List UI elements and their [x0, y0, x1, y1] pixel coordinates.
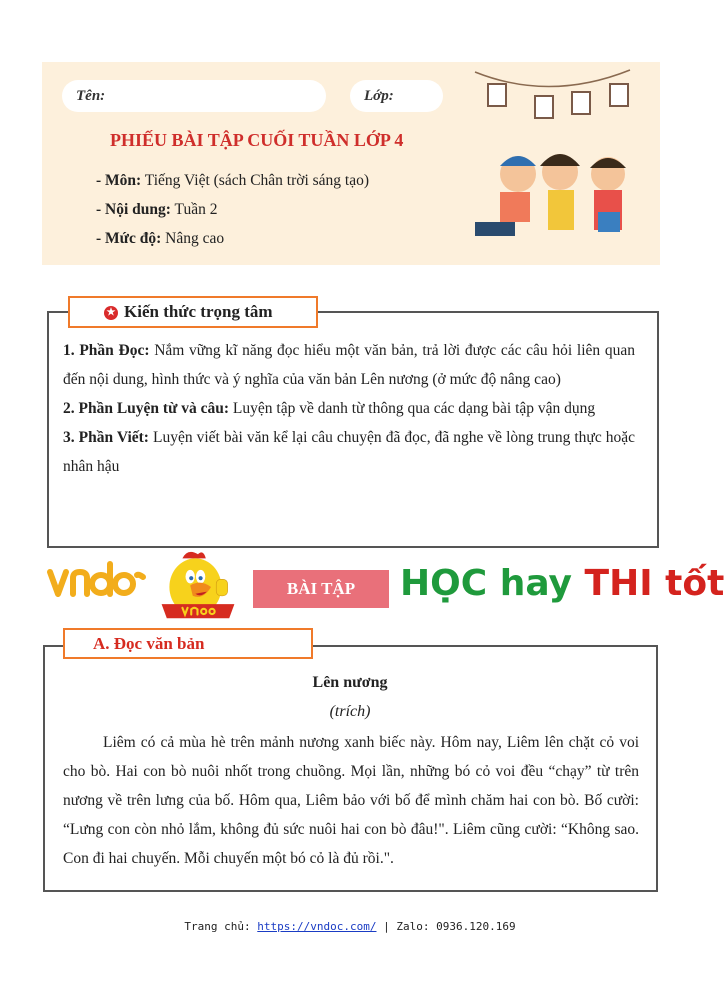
star-badge-icon: ★ — [104, 306, 118, 320]
knowledge-item-writing: 3. Phần Viết: Luyện viết bài văn kể lại câu chuyện đã đọc, đã nghe về lòng trung thực hoặc nhân hậu — [63, 429, 635, 475]
knowledge-heading: ★ Kiến thức trọng tâm — [68, 296, 318, 328]
story-title: Lên nương — [312, 674, 388, 691]
watermark-slogan: HỌC hay THI tốt — [400, 563, 724, 604]
class-field[interactable] — [350, 80, 443, 112]
meta-subject: - Môn: Tiếng Việt (sách Chân trời sáng tạo) — [96, 172, 370, 189]
section-banner: BÀI TẬP — [253, 570, 389, 608]
name-field[interactable] — [62, 80, 326, 112]
story-body: Liêm có cả mùa hè trên mảnh nương xanh biếc này. Hôm nay, Liêm lên chặt cỏ voi cho bò. Hai con bò nuôi nhốt trong chuồng. Mọi lần, những bó cỏ voi đều “chạy” từ trên nương về trên lưng của bố. Hôm qua, Liêm bảo với bố để mình chăm hai con bò. Bố cười: “Lưng con còn nhỏ lắm, không đủ sức nuôi hai con bò đâu!". Liêm cũng cười: “Không sao. Con đi hai chuyến. Mỗi chuyến một bó cỏ là đủ rồi.". — [63, 734, 639, 867]
homepage-link[interactable]: https://vndoc.com/ — [257, 920, 377, 933]
worksheet-title: PHIẾU BÀI TẬP CUỐI TUẦN LỚP 4 — [110, 130, 404, 150]
knowledge-item-vocab: 2. Phần Luyện từ và câu: Luyện tập về danh từ thông qua các dạng bài tập vận dụng — [63, 400, 596, 417]
class-label: Lớp: — [364, 88, 394, 104]
knowledge-item-reading: 1. Phần Đọc: Nắm vững kĩ năng đọc hiểu một văn bản, trả lời được các câu hỏi liên quan đến nội dung, hình thức và ý nghĩa của văn bản Lên nương (ở mức độ nâng cao) — [63, 342, 635, 388]
kids-illustration — [460, 62, 660, 262]
reading-heading: A. Đọc văn bản — [63, 628, 313, 659]
vndoc-watermark-logo — [45, 560, 145, 600]
meta-list — [96, 166, 436, 253]
meta-content: - Nội dung: Tuần 2 — [96, 201, 218, 218]
name-label: Tên: — [76, 88, 106, 104]
knowledge-list — [63, 336, 635, 481]
meta-level: - Mức độ: Nâng cao — [96, 230, 225, 247]
story-subtitle: (trích) — [329, 703, 371, 720]
chicken-mascot-icon — [150, 548, 246, 626]
footer: Trang chủ: https://vndoc.com/ | Zalo: 0936.120.169 — [184, 920, 516, 933]
